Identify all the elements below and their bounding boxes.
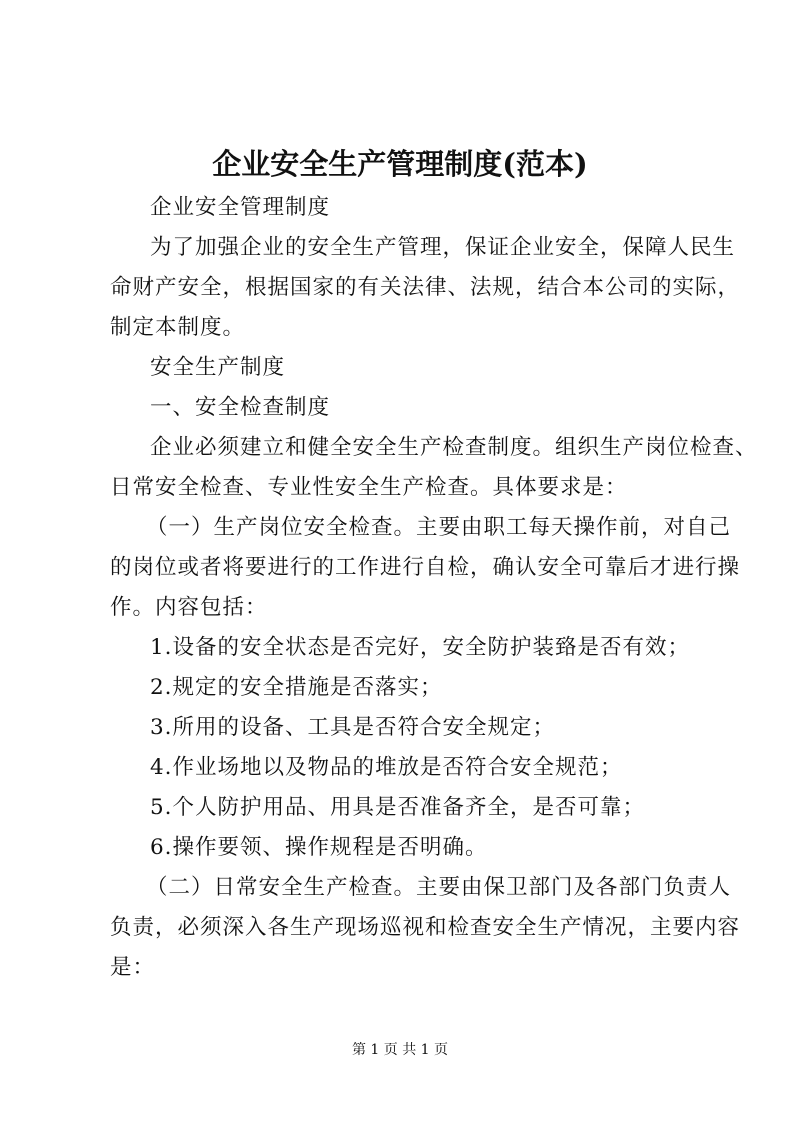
section-heading: 一、安全检查制度 (150, 395, 331, 420)
paragraph-line: 为了加强企业的安全生产管理，保证企业安全，保障人民生 (150, 235, 736, 260)
list-item: 3.所用的设备、工具是否符合安全规定； (150, 715, 556, 740)
paragraph-heading: 企业安全管理制度 (150, 195, 331, 220)
paragraph-line: 负责，必须深入各生产现场巡视和检查安全生产情况，主要内容 (110, 915, 741, 940)
list-item: 2.规定的安全措施是否落实； (150, 675, 443, 700)
paragraph-line: 日常安全检查、专业性安全生产检查。具体要求是： (110, 475, 628, 500)
paragraph-line: 的岗位或者将要进行的工作进行自检，确认安全可靠后才进行操 (110, 555, 741, 580)
section-heading: 安全生产制度 (150, 355, 286, 380)
page-footer: 第 1 页 共 1 页 (351, 1042, 449, 1058)
paragraph-line: 命财产安全，根据国家的有关法律、法规，结合本公司的实际， (110, 275, 741, 300)
list-item: 1.设备的安全状态是否完好，安全防护装臵是否有效； (150, 635, 691, 660)
paragraph-line: 制定本制度。 (110, 315, 246, 340)
paragraph-line: 是： (110, 955, 156, 980)
list-item: 4.作业场地以及物品的堆放是否符合安全规范； (150, 755, 623, 780)
paragraph-line: 企业必须建立和健全安全生产检查制度。组织生产岗位检查、 (150, 435, 758, 460)
paragraph-line: （一）生产岗位安全检查。主要由职工每天操作前，对自己 (146, 515, 732, 540)
page-title: 企业安全生产管理制度(范本) (212, 147, 588, 181)
list-item: 5.个人防护用品、用具是否准备齐全，是否可靠； (150, 795, 646, 820)
paragraph-line: 作。内容包括： (110, 595, 268, 620)
list-item: 6.操作要领、操作规程是否明确。 (150, 835, 488, 860)
paragraph-line: （二）日常安全生产检查。主要由保卫部门及各部门负责人 (146, 875, 732, 900)
